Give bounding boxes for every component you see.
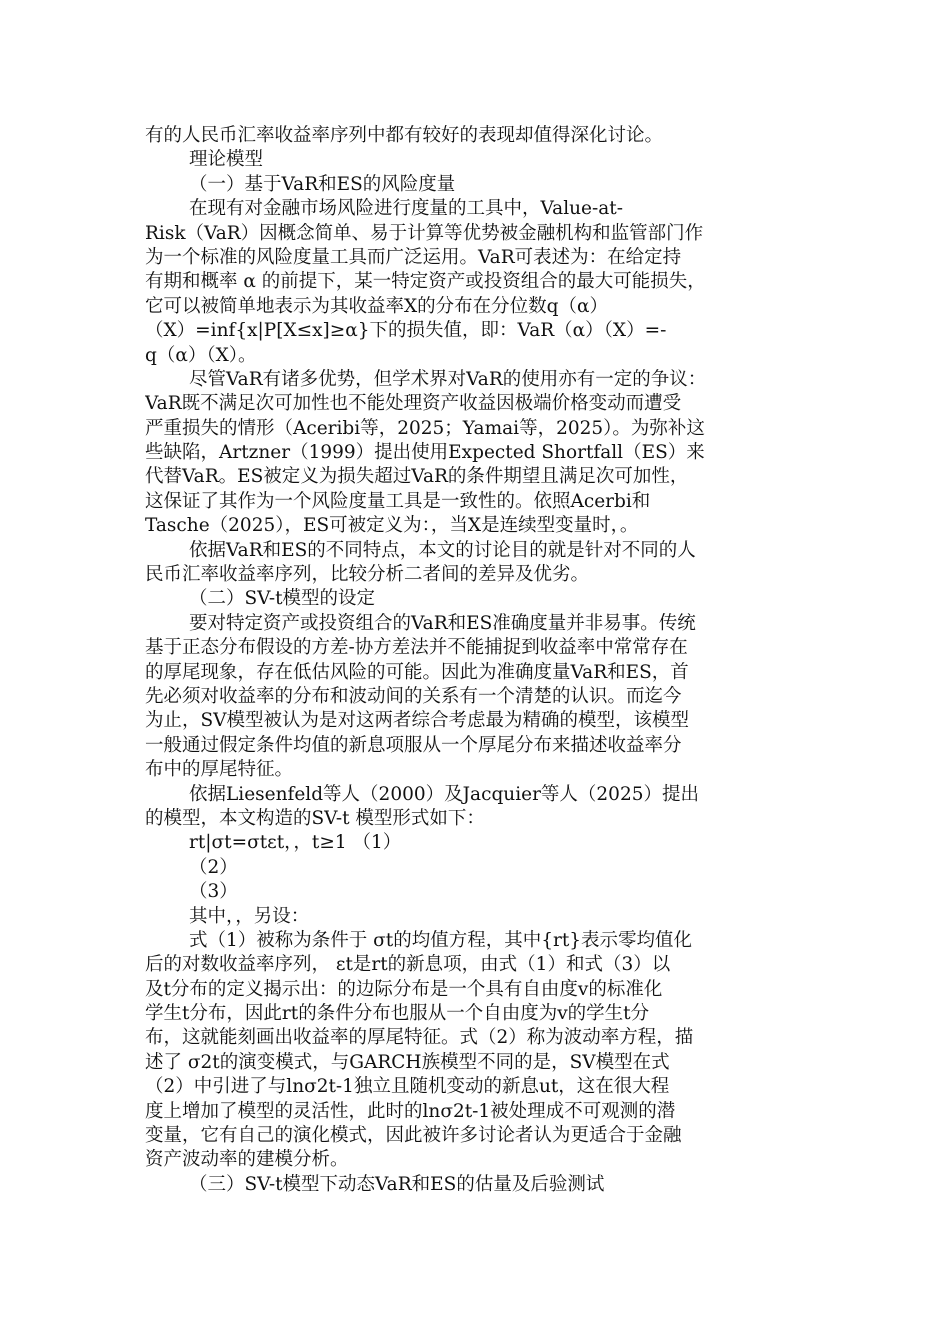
paragraph-line: 一般通过假定条件均值的新息项服从一个厚尾分布来描述收益率分 [145,734,682,756]
paragraph-line: 它可以被简单地表示为其收益率X的分布在分位数q（α） [145,295,609,317]
paragraph-line-indented: 式（1）被称为条件于 σt的均值方程，其中{rt}表示零均值化 [189,929,693,951]
paragraph-line: 度上增加了模型的灵活性，此时的lnσ2t-1被处理成不可观测的潜 [145,1100,676,1122]
paragraph-line: 些缺陷，Artzner（1999）提出使用Expected Shortfall（ES）来 [145,442,705,464]
paragraph-line: 基于正态分布假设的方差-协方差法并不能捕捉到收益率中常常存在 [145,637,688,659]
paragraph-line: 为一个标准的风险度量工具而广泛运用。VaR可表述为：在给定持 [145,246,682,268]
paragraph-line: Tasche（2025），ES可被定义为：，当X是连续型变量时，。 [145,515,639,537]
paragraph-line: 变量，它有自己的演化模式，因此被许多讨论者认为更适合于金融 [145,1125,682,1147]
paragraph-line: Risk（VaR）因概念简单、易于计算等优势被金融机构和监管部门作 [145,222,704,244]
paragraph-line-indented: 其中，，另设： [189,905,310,927]
paragraph-line: （2）中引进了与lnσ2t-1独立且随机变动的新息ut，这在很大程 [145,1076,670,1098]
paragraph-line-indented: （二）SV-t模型的设定 [189,588,376,610]
paragraph-line: 为止，SV模型被认为是对这两者综合考虑最为精确的模型，该模型 [145,710,690,732]
paragraph-line: 及t分布的定义揭示出：的边际分布是一个具有自由度v的标准化 [145,978,663,1000]
paragraph-line: 先必须对收益率的分布和波动间的关系有一个清楚的认识。而迄今 [145,685,682,707]
paragraph-line: 有的人民币汇率收益率序列中都有较好的表现却值得深化讨论。 [145,125,664,146]
paragraph-line: 述了 σ2t的演变模式，与GARCH族模型不同的是，SV模型在式 [145,1051,670,1073]
paragraph-line: 这保证了其作为一个风险度量工具是一致性的。依照Acerbi和 [145,490,651,512]
paragraph-line-indented: （三）SV-t模型下动态VaR和ES的估量及后验测试 [189,1173,605,1195]
paragraph-line: 资产波动率的建模分析。 [145,1149,349,1171]
paragraph-line-indented: 在现有对金融市场风险进行度量的工具中，Value-at- [189,198,623,220]
paragraph-line: 的厚尾现象，存在低估风险的可能。因此为准确度量VaR和ES，首 [145,661,689,683]
paragraph-line-indented: 理论模型 [189,149,264,171]
paragraph-line: 代替VaR。ES被定义为损失超过VaR的条件期望且满足次可加性， [145,466,689,488]
paragraph-line: 严重损失的情形（Aceribi等，2025；Yamai等，2025）。为弥补这 [145,417,705,439]
paragraph-line: 后的对数收益率序列， εt是rt的新息项，由式（1）和式（3）以 [145,954,671,976]
paragraph-line: 布，这就能刻画出收益率的厚尾特征。式（2）称为波动率方程，描 [145,1027,694,1049]
paragraph-line: 民币汇率收益率序列，比较分析二者间的差异及优劣。 [145,564,590,586]
paragraph-line-indented: 依据Liesenfeld等人（2000）及Jacquier等人（2025）提出 [189,783,699,805]
paragraph-line: q（α）（X）。 [145,344,257,366]
paragraph-line-indented: （3） [189,881,238,903]
paragraph-line-indented: 要对特定资产或投资组合的VaR和ES准确度量并非易事。传统 [189,612,696,634]
document-body [145,124,817,1197]
paragraph-line-indented: （一）基于VaR和ES的风险度量 [189,173,456,195]
paragraph-line: 的模型，本文构造的SV-t 模型形式如下： [145,807,485,829]
paragraph-line-indented: 依据VaR和ES的不同特点，本文的讨论目的就是针对不同的人 [189,539,696,561]
paragraph-line: 学生t分布，因此rt的条件分布也服从一个自由度为v的学生t分 [145,1003,650,1025]
paragraph-line-indented: （2） [189,856,238,878]
paragraph-line-indented: 尽管VaR有诸多优势，但学术界对VaR的使用亦有一定的争议： [189,368,707,390]
paragraph-line: （X）=inf{x|P[X≤x]≥α}下的损失值，即：VaR（α）（X）=- [145,320,667,342]
paragraph-line: VaR既不满足次可加性也不能处理资产收益因极端价格变动而遭受 [145,393,682,415]
paragraph-line: 有期和概率 α 的前提下，某一特定资产或投资组合的最大可能损失， [145,271,706,293]
paragraph-line: 布中的厚尾特征。 [145,759,294,781]
paragraph-line-indented: rt|σt=σtεt，，t≥1 （1） [189,832,402,854]
